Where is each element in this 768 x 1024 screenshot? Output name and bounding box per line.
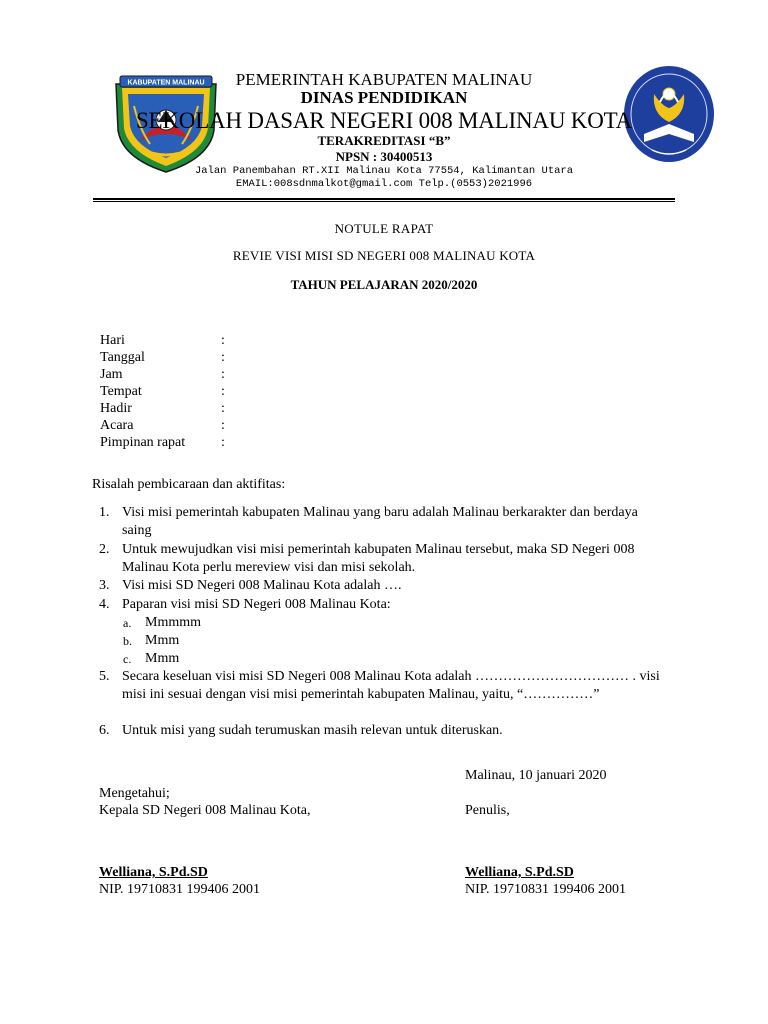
principal-nip: NIP. 19710831 199406 2001: [99, 882, 261, 897]
info-row-pimpinan: [100, 434, 400, 451]
info-label: Hadir: [100, 401, 132, 416]
header-address: Jalan Panembahan RT.XII Malinau Kota 77554, Kalimantan Utara: [194, 165, 574, 177]
sub-item-letter: c.: [123, 652, 132, 666]
item-text: Secara keseluan visi misi SD Negeri 008 Malinau Kota adalah …………………………… . visi misi ini sesuai dengan visi misi pemerintah kabupaten Malinau, yaitu, “……………”: [122, 669, 660, 702]
info-row-tanggal: [100, 349, 400, 366]
item-number: 4.: [99, 597, 110, 612]
info-colon: :: [221, 367, 225, 382]
info-label: Pimpinan rapat: [100, 435, 186, 450]
writer-nip: NIP. 19710831 199406 2001: [465, 882, 627, 897]
sub-item-text: Mmm: [145, 651, 180, 666]
risalah-heading: Risalah pembicaraan dan aktifitas:: [92, 477, 286, 492]
info-colon: :: [221, 333, 225, 348]
info-row-acara: [100, 417, 400, 434]
info-label: Hari: [100, 333, 125, 348]
item-number: 1.: [99, 505, 110, 520]
item-text: Visi misi pemerintah kabupaten Malinau yang baru adalah Malinau berkarakter dan berdaya saing: [122, 505, 638, 538]
doc-year: TAHUN PELAJARAN 2020/2020: [290, 277, 478, 292]
principal-title: Kepala SD Negeri 008 Malinau Kota,: [99, 803, 311, 818]
principal-name: Welliana, S.Pd.SD: [99, 865, 208, 880]
item-number: 6.: [99, 723, 110, 738]
info-label: Tempat: [100, 384, 142, 399]
info-label: Jam: [100, 367, 123, 382]
sub-item-letter: a.: [123, 616, 132, 630]
item-number: 5.: [99, 669, 110, 684]
info-row-tempat: [100, 383, 400, 400]
sub-item-letter: b.: [123, 634, 132, 648]
doc-subtitle: REVIE VISI MISI SD NEGERI 008 MALINAU KOTA: [232, 248, 536, 263]
item-number: 2.: [99, 542, 110, 557]
info-label: Tanggal: [100, 350, 145, 365]
item-text: Visi misi SD Negeri 008 Malinau Kota adalah ….: [122, 578, 402, 593]
info-colon: :: [221, 435, 225, 450]
header-divider-thin: [93, 201, 675, 202]
writer-name: Welliana, S.Pd.SD: [465, 865, 574, 880]
header-contact: EMAIL:008sdnmalkot@gmail.com Telp.(0553)2021996: [235, 178, 533, 190]
info-row-jam: [100, 366, 400, 383]
info-label: Acara: [100, 418, 134, 433]
info-colon: :: [221, 350, 225, 365]
item-text: Untuk misi yang sudah terumuskan masih relevan untuk diteruskan.: [122, 723, 503, 738]
header-divider-thick: [93, 198, 675, 200]
header-line-department: DINAS PENDIDIKAN: [300, 88, 468, 107]
acknowledged-label: Mengetahui;: [99, 786, 170, 801]
header-line-school-name: SEKOLAH DASAR NEGERI 008 MALINAU KOTA: [135, 108, 633, 133]
sub-item-text: Mmmmm: [145, 615, 202, 630]
info-colon: :: [221, 418, 225, 433]
logo-banner-text: KABUPATEN MALINAU: [127, 79, 205, 87]
header-line-npsn: NPSN : 30400513: [335, 149, 433, 164]
header-line-government: PEMERINTAH KABUPATEN MALINAU: [235, 70, 533, 89]
info-row-hari: [100, 332, 400, 349]
info-colon: :: [221, 401, 225, 416]
sub-item-text: Mmm: [145, 633, 180, 648]
item-number: 3.: [99, 578, 110, 593]
item-text: Paparan visi misi SD Negeri 008 Malinau Kota:: [122, 597, 391, 612]
writer-label: Penulis,: [465, 803, 510, 818]
header-line-accreditation: TERAKREDITASI “B”: [317, 133, 451, 148]
item-text: Untuk mewujudkan visi misi pemerintah kabupaten Malinau tersebut, maka SD Negeri 008 Malinau Kota perlu mereview visi dan misi sekolah.: [122, 542, 635, 575]
info-colon: :: [221, 384, 225, 399]
place-date: Malinau, 10 januari 2020: [465, 768, 607, 783]
info-row-hadir: [100, 400, 400, 417]
doc-title: NOTULE RAPAT: [334, 221, 434, 236]
